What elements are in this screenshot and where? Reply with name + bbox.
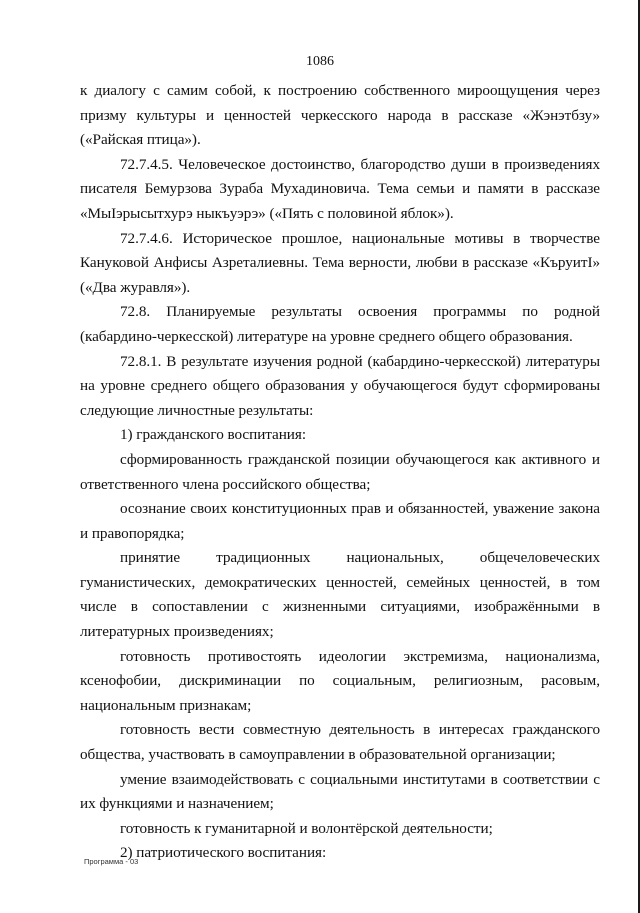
paragraph: 72.7.4.6. Историческое прошлое, национальные мотивы в творчестве Кануковой Анфисы Азреталиевны. Тема верности, любви в рассказе «КъруитI» («Два журавля»). (80, 229, 600, 296)
paragraph: готовность противостоять идеологии экстремизма, национализма, ксенофобии, дискриминации по социальным, религиозным, расовым, национальным признакам; (80, 647, 600, 714)
paragraph: к диалогу с самим собой, к построению собственного мироощущения через призму культуры и ценностей черкесского народа в рассказе «Жэнэтбзу» («Райская птица»). (80, 82, 600, 149)
paragraph: 72.7.4.5. Человеческое достоинство, благородство души в произведениях писателя Бемурзова Зураба Мухадиновича. Тема семьи и памяти в рассказе «МыIэрысытхурэ ныкъуэрэ» («Пять с половиной яблок»). (80, 155, 600, 222)
paragraph: осознание своих конституционных прав и обязанностей, уважение закона и правопорядка; (80, 500, 600, 542)
paragraph: 1) гражданского воспитания: (120, 426, 306, 444)
paragraph: 72.8. Планируемые результаты освоения программы по родной (кабардино-черкесской) литературе на уровне среднего общего образования. (80, 303, 600, 345)
paragraph: умение взаимодействовать с социальными институтами в соответствии с их функциями и назначением; (80, 770, 600, 813)
document-body (80, 79, 600, 866)
paragraph: принятие традиционных национальных, общечеловеческих гуманистических, демократических ценностей, семейных ценностей, в том числе в сопоставлении с жизненными ситуациями, изображёнными в литературных произведениях; (80, 549, 600, 641)
paragraph: сформированность гражданской позиции обучающегося как активного и ответственного члена российского общества; (80, 450, 600, 493)
paragraph: 72.8.1. В результате изучения родной (кабардино-черкесской) литературы на уровне среднего общего образования у обучающегося будут сформированы следующие личностные результаты: (80, 352, 600, 419)
paragraph: 2) патриотического воспитания: (120, 844, 327, 862)
paragraph: готовность к гуманитарной и волонтёрской деятельности; (120, 819, 493, 837)
page-number: 1086 (306, 54, 334, 69)
paragraph: готовность вести совместную деятельность в интересах гражданского общества, участвовать в самоуправлении в образовательной организации; (80, 721, 600, 764)
page-footer: Программа - 03 (84, 857, 139, 866)
